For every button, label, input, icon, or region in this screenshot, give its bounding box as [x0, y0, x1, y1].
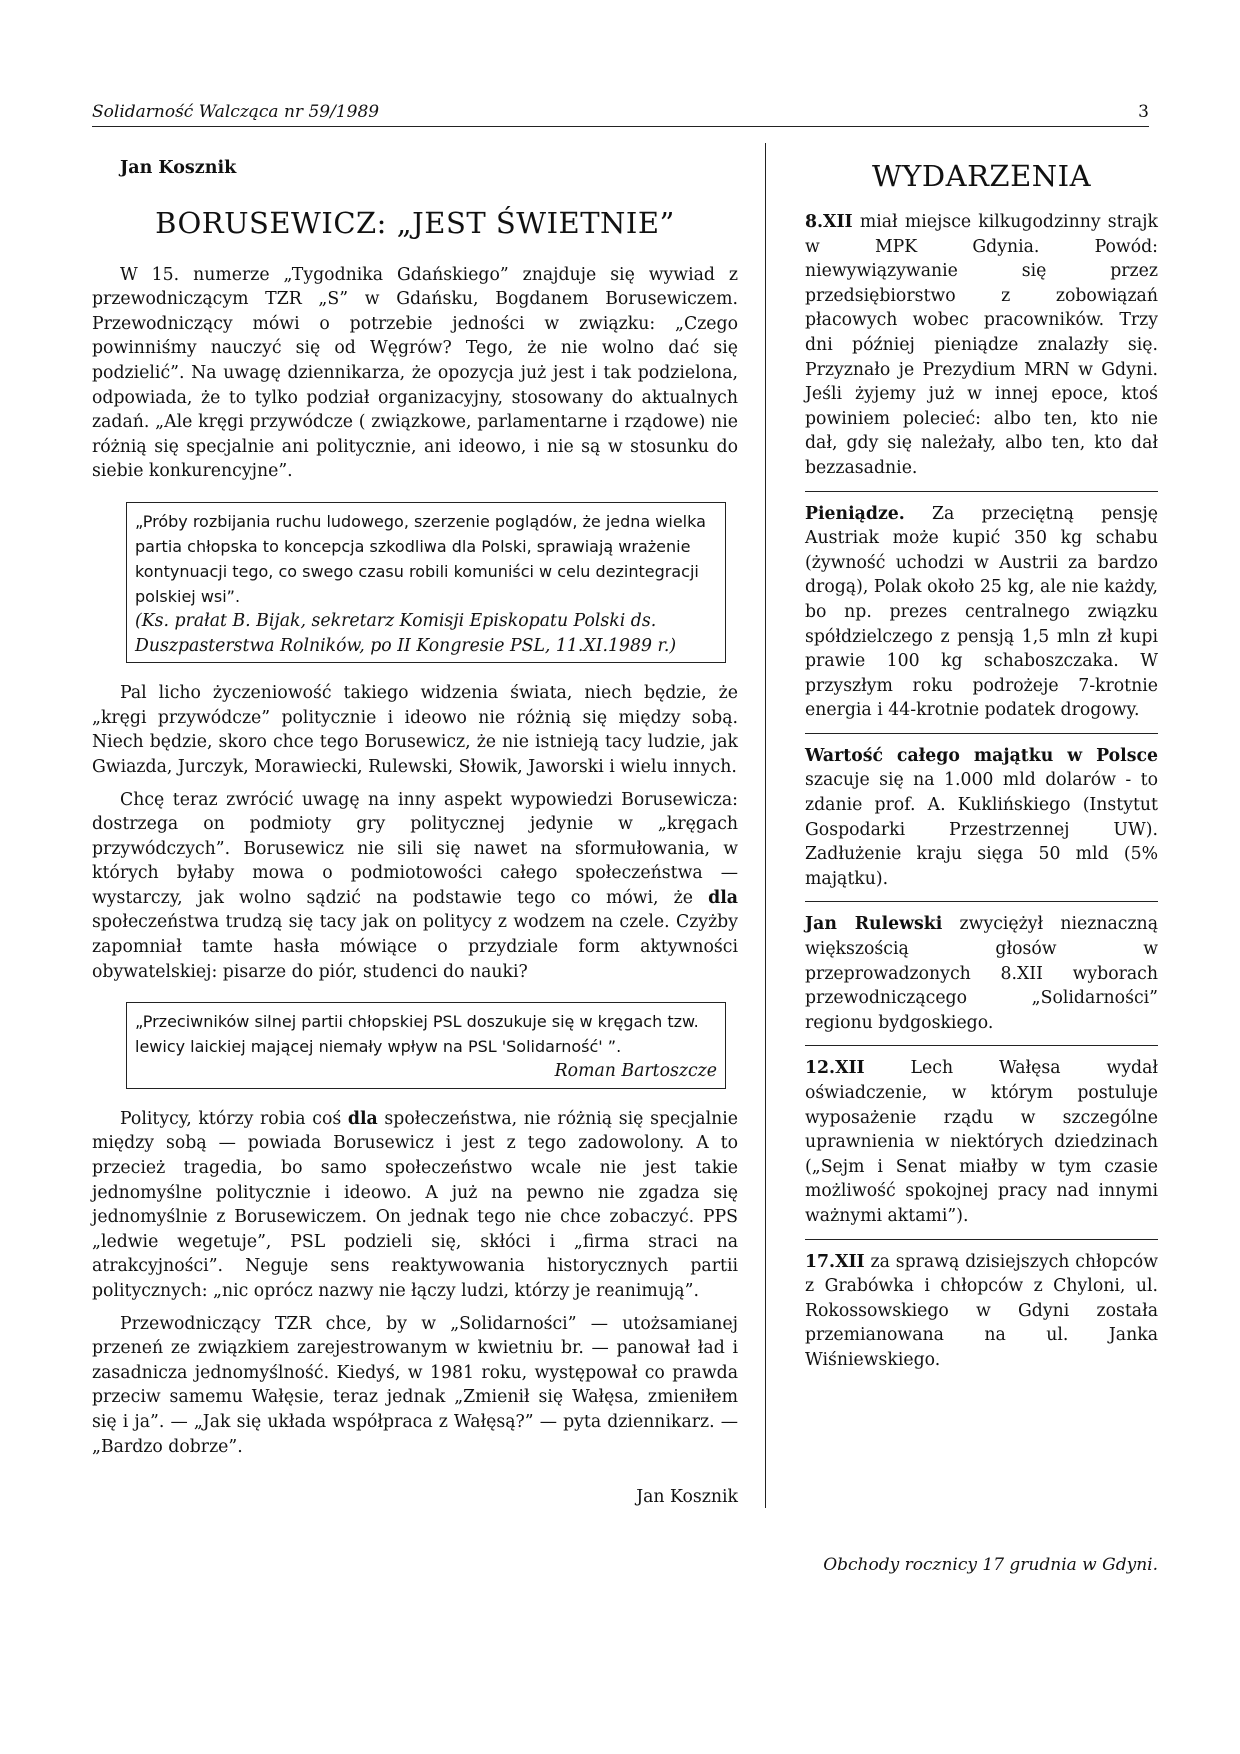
news-lead: Jan Rulewski [805, 914, 943, 935]
article-signature: Jan Kosznik [636, 1487, 738, 1508]
article-paragraph [92, 788, 738, 985]
news-text: szacuje się na 1.000 mld dolarów - to zdanie prof. A. Kuklińskiego (Instytut Gospodarki Przestrzennej UW). Zadłużenie kraju sięga 50 mld (5% majątku). [805, 770, 1158, 889]
text-span: społeczeństwa trudzą się tacy jak on politycy z wodzem na czele. Czyżby zapomniał tamte hasła mówiące o przydziale form aktywności obywatelskiej: pisarze do piór, studenci do nauki? [92, 912, 738, 982]
quote-text: „Przeciwników silnej partii chłopskiej PSL doszukuje się w kręgach tzw. lewicy laickiej mającej niemały wpływ na PSL 'Solidarność' ”. [135, 1012, 699, 1057]
news-text: miał miejsce kilkugodzinny strajk w MPK Gdynia. Powód: niewywiązywanie się przez przedsiębiorstwo z zobowiązań płacowych wobec pracowników. Trzy dni później pieniądze znalazły się. Przyznało je Prezydium MRN w Gdyni. Jeśli żyjemy już w innej epoce, ktoś powiniem polecieć: albo ten, kto nie dał, gdy się należały, albo ten, kto dał bezzasadnie. [805, 212, 1158, 478]
news-item [805, 502, 1158, 734]
news-item [805, 744, 1158, 903]
news-item [805, 1250, 1158, 1383]
news-item [805, 210, 1158, 492]
news-item [805, 912, 1158, 1046]
events-column [805, 148, 1158, 1393]
article-paragraph [92, 1107, 738, 1304]
publication-name: Solidarność Walcząca nr 59/1989 [92, 102, 380, 122]
news-lead: Wartość całego majątku w Polsce [805, 745, 1158, 766]
article-title: BORUSEWICZ: „JEST ŚWIETNIE” [155, 205, 675, 240]
emphasis: dla [347, 1108, 378, 1129]
photo-caption: Obchody rocznicy 17 grudnia w Gdyni. [823, 1555, 1158, 1575]
news-lead: 8.XII [805, 212, 853, 232]
news-text: zwyciężył nieznaczną większością głosów w przeprowadzonych 8.XII wyborach przewodniczącego „Solidarności” regionu bydgoskiego. [805, 914, 1158, 1033]
quote-box [126, 502, 726, 663]
page-number: 3 [1138, 102, 1149, 122]
emphasis: dla [708, 887, 738, 908]
text-span: Politycy, którzy robia coś [120, 1108, 348, 1129]
article-paragraph: Przewodniczący TZR chce, by w „Solidarności” — utożsamianej przeneń ze związkiem zarejestrowanym w kwietniu br. — panował ład i zasadnicza jednomyślność. Kiedyś, w 1981 roku, występował co prawda przeciw samemu Wałęsie, teraz jednak „Zmienił się Wałęsa, zmieniłem się i ja”. — „Jak się układa współpraca z Wałęsą?” — pyta dziennikarz. — „Bardzo dobrze”. [92, 1313, 738, 1457]
article-author: Jan Kosznik [120, 158, 237, 178]
news-item [805, 1056, 1158, 1239]
events-title: WYDARZENIA [871, 159, 1092, 193]
news-lead: 12.XII [805, 1058, 865, 1079]
news-lead: Pieniądze. [805, 503, 905, 524]
column-divider [765, 143, 766, 1508]
text-span: Chcę teraz zwrócić uwagę na inny aspekt wypowiedzi Borusewicza: dostrzega on podmioty gry politycznej jedynie w „kręgach przywódczych”. Borusewicz nie sili się nawet na sformułowania, w których byłaby mowa o podmiotowości całego społeczeństwa — wystarczy, jak wolno sądzić na podstawie tego co mówi, że [92, 789, 738, 908]
article-column [92, 148, 738, 1510]
news-lead: 17.XII [805, 1251, 865, 1272]
article-paragraph: Pal licho życzeniowość takiego widzenia świata, niech będzie, że „kręgi przywódcze” politycznie i ideowo nie różnią się między sobą. Niech będzie, skoro chce tego Borusewicz, że nie istnieją tacy ludzie, jak Gwiazda, Jurczyk, Morawiecki, Rulewski, Słowik, Jaworski i wielu innych. [92, 683, 738, 777]
running-header [92, 98, 1149, 127]
news-text: za sprawą dzisiejszych chłopców z Grabówka i chłopców z Chyloni, ul. Rokossowskiego w Gdyni została przemianowana na ul. Janka Wiśniewskiego. [805, 1251, 1158, 1370]
quote-source: (Ks. prałat B. Bijak, sekretarz Komisji Episkopatu Polski ds. Duszpasterstwa Rolników, po II Kongresie PSL, 11.XI.1989 r.) [135, 610, 677, 656]
text-span: społeczeństwa, nie różnią się specjalnie między sobą — powiada Borusewicz i jest z tego zadowolony. A to przecież tragedia, bo samo społeczeństwo wcale nie jest takie jednomyślne politycznie i ideowo. A już na pewno nie zgadza się jednomyślnie z Borusewiczem. On jednak tego nie chce zobaczyć. PPS „ledwie wegetuje”, PSL podzieli się, skłóci i „firma straci na atrakcyjności”. Neguje sens reaktywowania historycznych partii politycznych: „nic oprócz nazwy nie łączy ludzi, którzy je reanimują”. [92, 1108, 738, 1301]
news-text: Za przeciętną pensję Austriak może kupić 350 kg schabu (żywność uchodzi w Austrii za bardzo drogą), Polak około 25 kg, ale nie każdy, bo np. prezes centralnego związku spółdzielczego z pensją 1,5 mln zł kupi prawie 100 kg schaboszczaka. W przyszłym roku podrożeje 7-krotnie energia i 44-krotnie podatek drogowy. [805, 503, 1158, 721]
quote-box [126, 1002, 726, 1089]
news-text: Lech Wałęsa wydał oświadczenie, w którym postuluje wyposażenie rządu w szczególne uprawnienia w niektórych dziedzinach („Sejm i Senat miałby w tym czasie możliwość spokojnej pracy nad innymi ważnymi aktami”). [805, 1058, 1158, 1226]
quote-text: „Próby rozbijania ruchu ludowego, szerzenie poglądów, że jedna wielka partia chłopska to koncepcja szkodliwa dla Polski, sprawiają wrażenie kontynuacji tego, co swego czasu robili komuniści w celu dezintegracji polskiej wsi”. [135, 511, 706, 606]
quote-source: Roman Bartoszcze [554, 1061, 717, 1082]
article-paragraph: W 15. numerze „Tygodnika Gdańskiego” znajduje się wywiad z przewodniczącym TZR „S” w Gdańsku, Bogdanem Borusewiczem. Przewodniczący mówi o potrzebie jedności w związku: „Czego powinniśmy nauczyć się od Węgrów? Tego, że nie wolno dać się podzielić”. Na uwagę dziennikarza, że opozycja już jest i tak podzielona, odpowiada, że to tylko podział organizacyjny, stosowany do aktualnych zadań. „Ale kręgi przywódcze ( związkowe, parlamentarne i rządowe) nie różnią się specjalnie ani politycznie, ani ideowo, i nie są w stosunku do siebie konkurencyjne”. [92, 264, 738, 482]
